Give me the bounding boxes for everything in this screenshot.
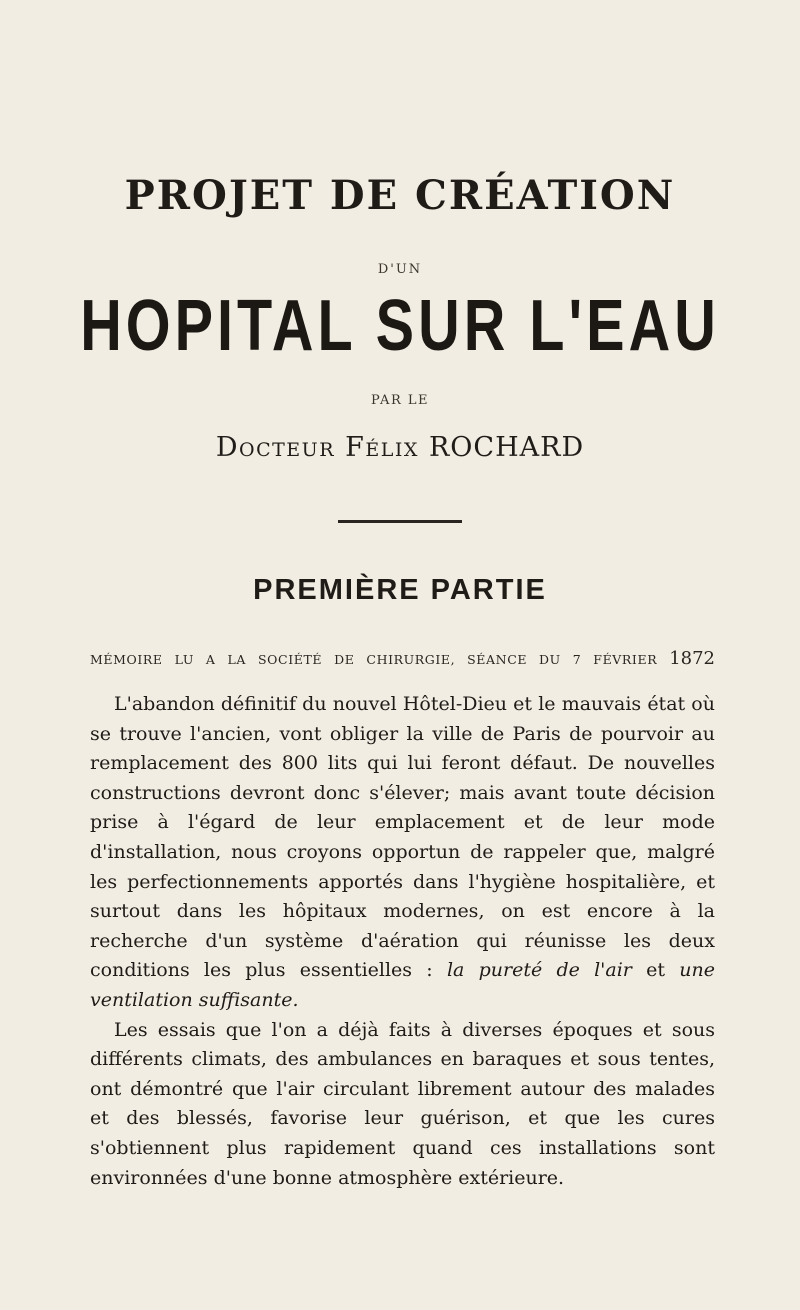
- author-line: [0, 432, 800, 463]
- author-last-name: ROCHARD: [428, 432, 585, 463]
- subtitle-year: 1872: [669, 648, 715, 669]
- body-text: [90, 690, 715, 1193]
- paragraph-1-connector: et: [646, 959, 666, 982]
- title-connector: D'UN: [377, 262, 423, 277]
- by-line-label: PAR LE: [371, 393, 429, 408]
- section-title: PREMIÈRE PARTIE: [253, 574, 547, 606]
- paragraph-1-italic-ventilation: une ventilation suffisante.: [90, 959, 715, 1011]
- paragraph-2: Les essais que l'on a déjà faits à diverses époques et sous différents climats, des ambulances en baraques et sous tentes, ont démontré que l'air circulant librement autour des malades et des blessés, favorise leur guérison, et que les cures s'obtiennent plus rapidement quand ces installations sont environnées d'une bonne atmosphère extérieure.: [90, 1018, 715, 1189]
- main-title: HOPITAL SUR L'EAU: [80, 286, 720, 366]
- document-title: PROJET DE CRÉATION: [124, 172, 676, 219]
- separator-rule: [338, 520, 462, 523]
- paragraph-1: [90, 690, 715, 1016]
- author-prefix: Docteur: [215, 432, 335, 463]
- paragraph-1-italic-purity: la pureté de l'air: [446, 959, 632, 982]
- paragraph-1-text: L'abandon définitif du nouvel Hôtel-Dieu et le mauvais état où se trouve l'ancien, vont obliger la ville de Paris de pourvoir au remplacement des 800 lits qui lui feront défaut. De nouvelles constructions devront donc s'élever; mais avant toute décision prise à l'égard de leur emplacement et de leur mode d'installation, nous croyons opportun de rappeler que, malgré les perfectionnements apportés dans l'hygiène hospitalière, et surtout dans les hôpitaux modernes, on est encore à la recherche d'un système d'aération qui réunisse les deux conditions les plus essentielles :: [90, 693, 715, 982]
- subtitle-text: MÉMOIRE LU A LA SOCIÉTÉ DE CHIRURGIE, SÉANCE DU 7 FÉVRIER: [90, 652, 658, 667]
- section-subtitle: [90, 648, 715, 669]
- author-first-name: Félix: [345, 432, 419, 463]
